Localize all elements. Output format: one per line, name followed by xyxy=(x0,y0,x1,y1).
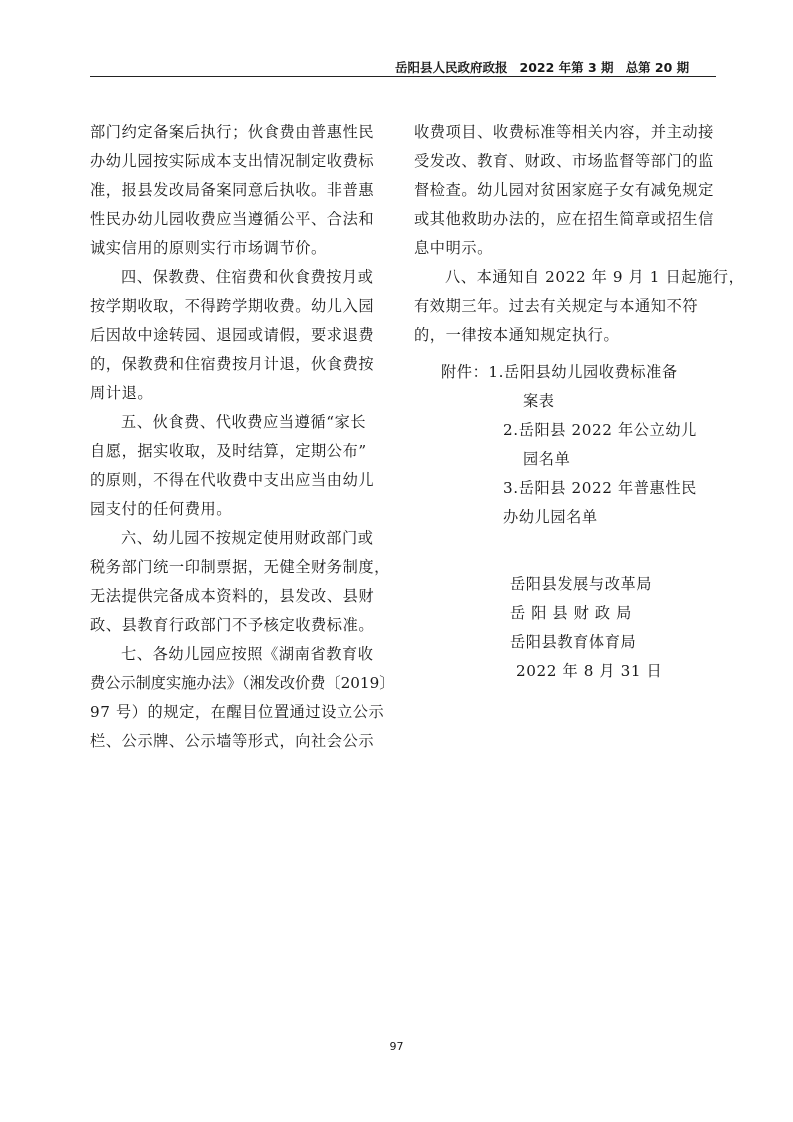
header-rule xyxy=(90,76,716,77)
attachments-list xyxy=(441,358,721,532)
text-line: 受发改、教育、财政、市场监督等部门的监 xyxy=(414,152,714,170)
text-line: 无法提供完备成本资料的，县发改、县财 xyxy=(90,587,375,605)
text-line: 或其他救助办法的，应在招生简章或招生信 xyxy=(414,210,714,228)
paragraph-start-line: 五、伙食费、代收费应当遵循“家长 xyxy=(121,413,367,431)
attachment-line: 3.岳阳县 2022 年普惠性民 xyxy=(503,479,697,497)
text-line: 办幼儿园按实际成本支出情况制定收费标 xyxy=(90,152,375,170)
issuing-agency: 岳阳县发展与改革局 xyxy=(510,575,653,593)
attachment-line: 园名单 xyxy=(523,450,571,468)
text-line: 的原则，不得在代收费中支出应当由幼儿 xyxy=(90,471,375,489)
page-number: 97 xyxy=(389,1040,404,1053)
paragraph-start-line: 六、幼儿园不按规定使用财政部门或 xyxy=(121,529,374,547)
publication-title: 岳阳县人民政府政报 xyxy=(395,60,508,75)
text-line: 有效期三年。过去有关规定与本通知不符 xyxy=(414,297,699,315)
text-line: 息中明示。 xyxy=(414,239,493,257)
text-line: 97 号）的规定，在醒目位置通过设立公示 xyxy=(90,703,385,721)
issue-number: 2022 年第 3 期 xyxy=(519,60,614,75)
paragraph-start-line: 七、各幼儿园应按照《湖南省教育收 xyxy=(121,645,374,663)
left-text-column xyxy=(90,118,395,756)
text-line: 税务部门统一印制票据，无健全财务制度， xyxy=(90,558,390,576)
issuing-agency: 岳阳县教育体育局 xyxy=(510,633,637,651)
text-line: 政、县教育行政部门不予核定收费标准。 xyxy=(90,616,375,634)
paragraph-start-line: 四、保教费、住宿费和伙食费按月或 xyxy=(121,268,374,286)
text-line: 后因故中途转园、退园或请假，要求退费 xyxy=(90,326,375,344)
running-header xyxy=(395,58,715,78)
text-line: 准，报县发改局备案同意后执收。非普惠 xyxy=(90,181,375,199)
text-line: 性民办幼儿园收费应当遵循公平、合法和 xyxy=(90,210,375,228)
text-line: 督检查。幼儿园对贫困家庭子女有减免规定 xyxy=(414,181,714,199)
text-line: 的，一律按本通知规定执行。 xyxy=(414,326,620,344)
attachment-line: 附件：1.岳阳县幼儿园收费标准备 xyxy=(441,363,678,381)
text-line: 收费项目、收费标准等相关内容，并主动接 xyxy=(414,123,714,141)
text-line: 栏、公示牌、公示墙等形式，向社会公示 xyxy=(90,732,375,750)
right-text-column xyxy=(414,118,745,350)
text-line: 周计退。 xyxy=(90,384,154,402)
text-line: 部门约定备案后执行；伙食费由普惠性民 xyxy=(90,123,375,141)
paragraph-start-line: 八、本通知自 2022 年 9 月 1 日起施行， xyxy=(445,268,745,286)
issue-date: 2022 年 8 月 31 日 xyxy=(516,662,663,680)
text-line: 园支付的任何费用。 xyxy=(90,500,233,518)
signature-block xyxy=(510,570,710,686)
text-line: 诚实信用的原则实行市场调节价。 xyxy=(90,239,327,257)
issuing-agency: 岳 阳 县 财 政 局 xyxy=(510,604,632,622)
attachment-line: 2.岳阳县 2022 年公立幼儿 xyxy=(503,421,697,439)
text-line: 自愿，据实收取，及时结算，定期公布” xyxy=(90,442,367,460)
text-line: 费公示制度实施办法》（湘发改价费〔2019〕 xyxy=(90,674,395,692)
attachment-line: 案表 xyxy=(523,392,555,410)
text-line: 的，保教费和住宿费按月计退，伙食费按 xyxy=(90,355,375,373)
total-issue: 总第 20 期 xyxy=(625,60,690,75)
text-line: 按学期收取，不得跨学期收费。幼儿入园 xyxy=(90,297,375,315)
attachment-line: 办幼儿园名单 xyxy=(503,508,598,526)
